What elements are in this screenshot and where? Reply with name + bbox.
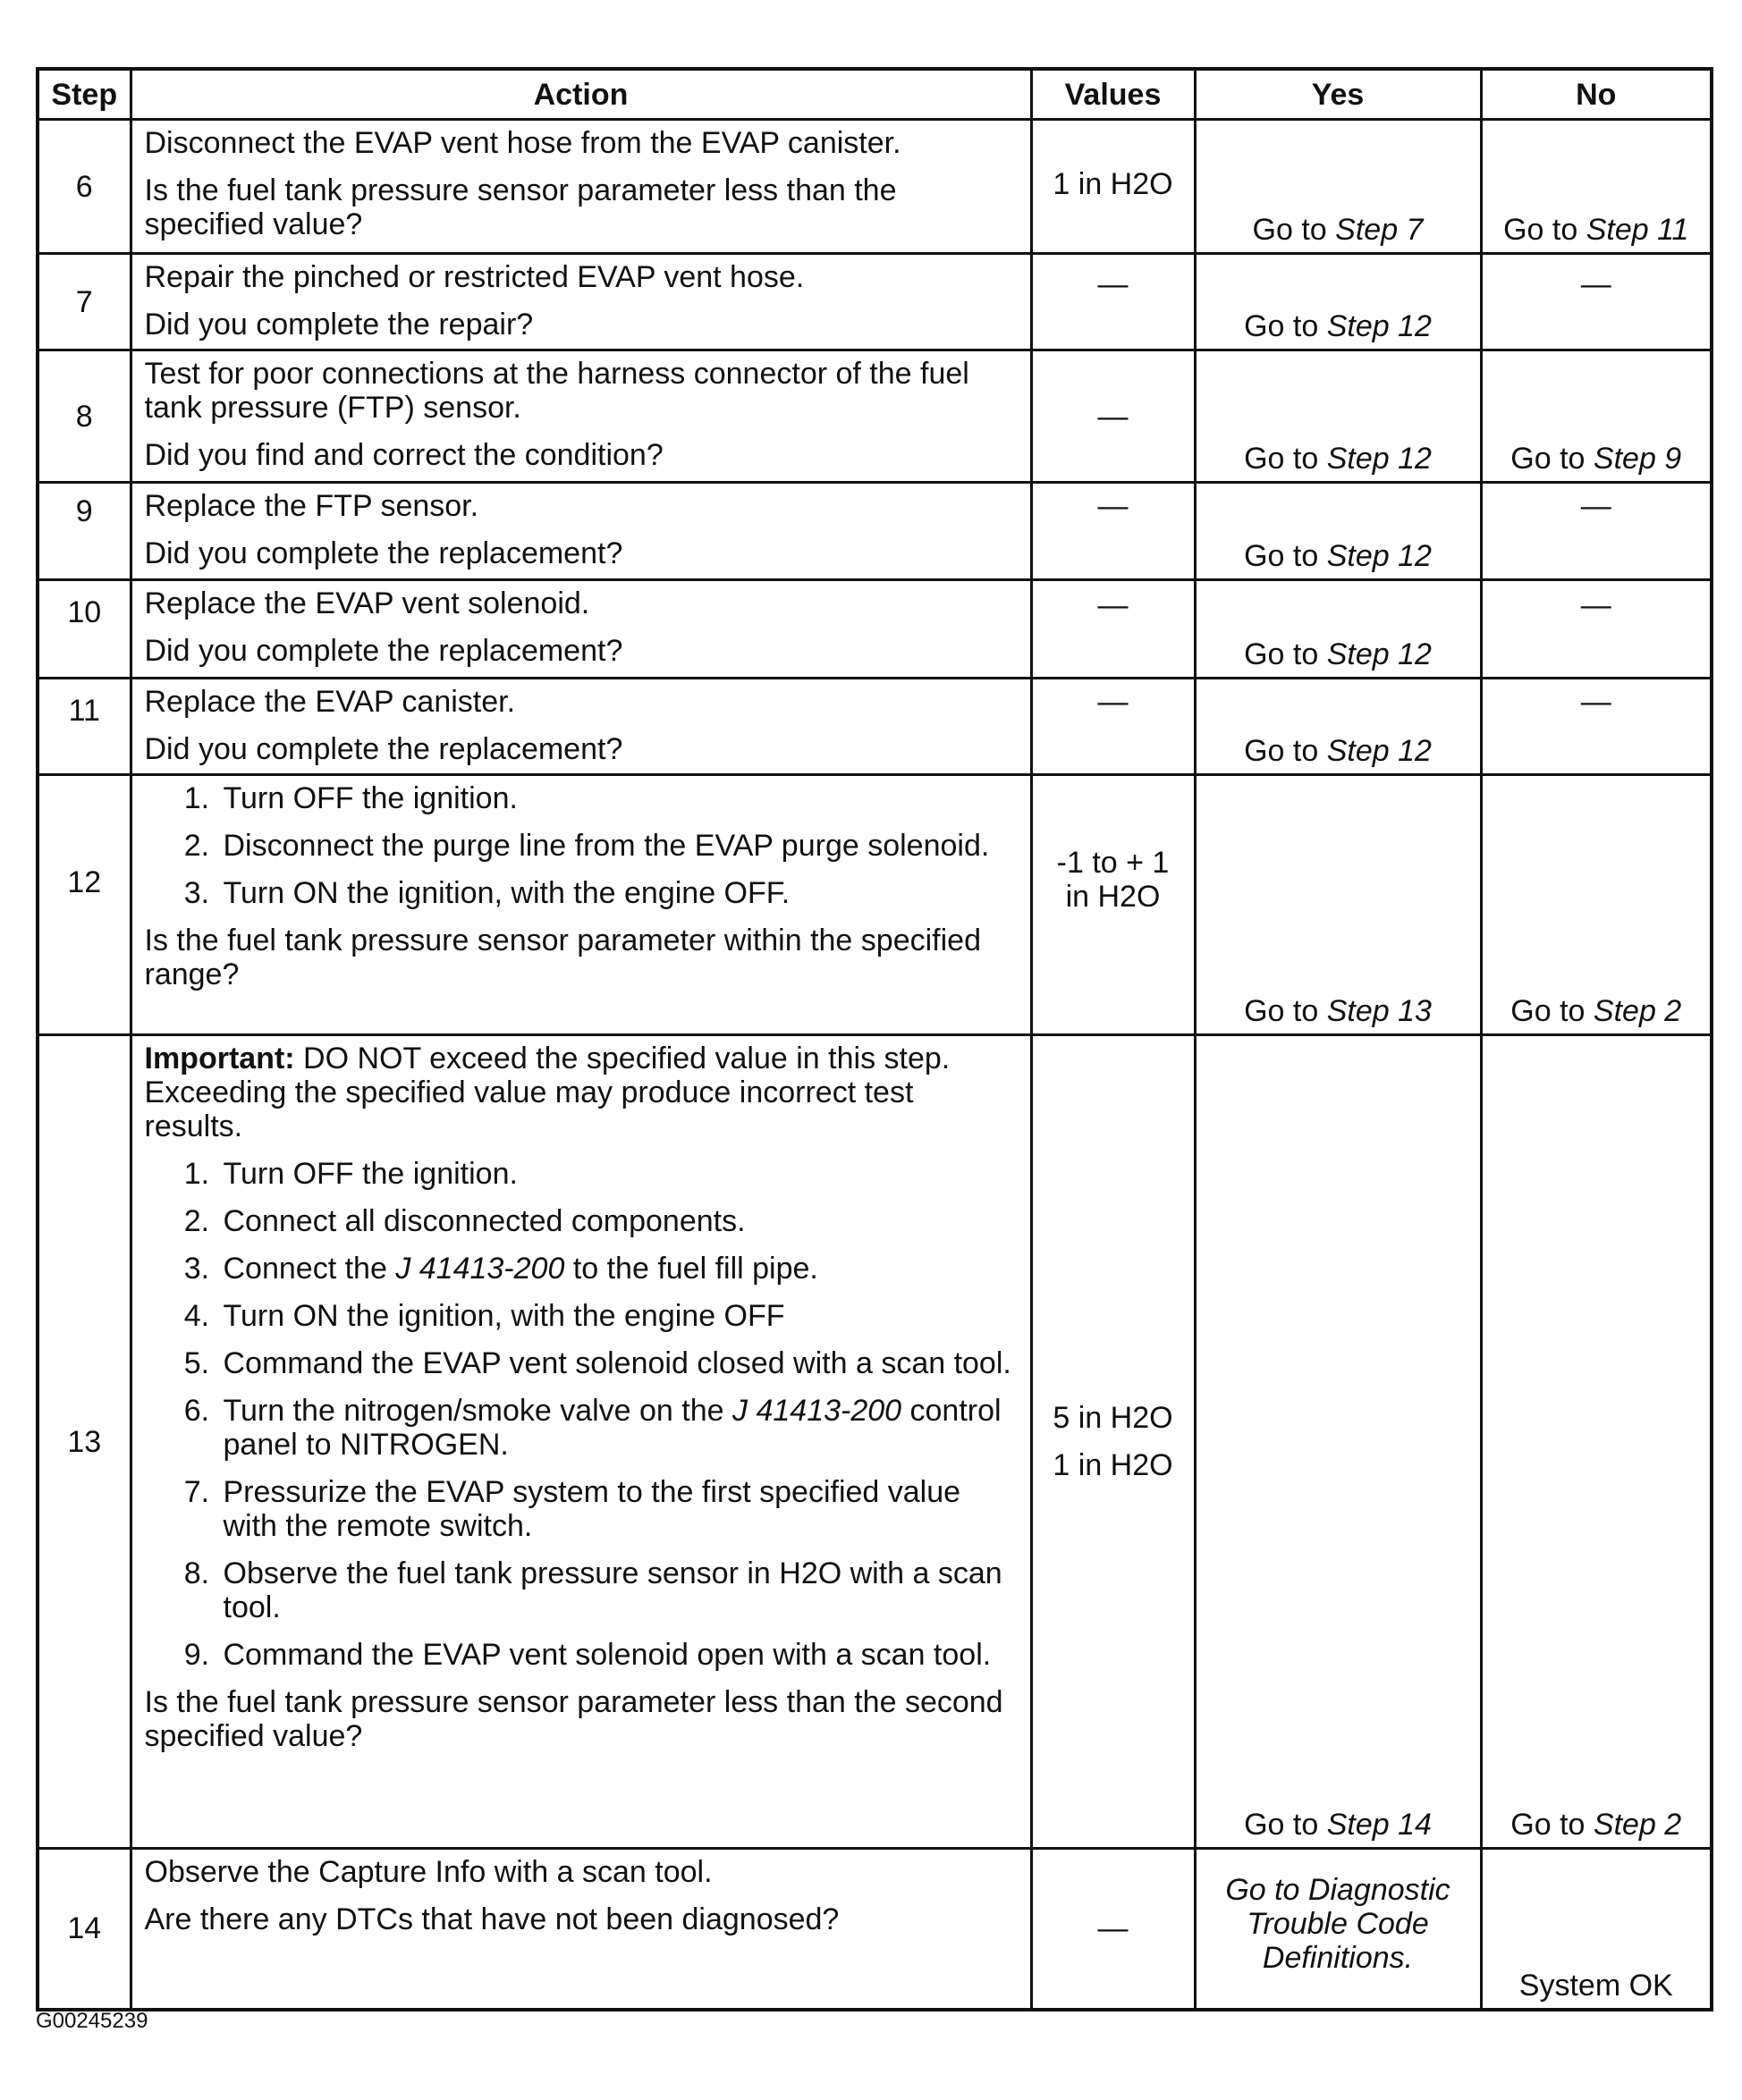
value-dash: — (1097, 685, 1129, 719)
question-text: Is the fuel tank pressure sensor parameter less than the second specified value? (144, 1685, 1003, 1753)
yes-step-link: Step 13 (1326, 994, 1432, 1028)
value-cell (1031, 775, 1195, 1035)
procedure-step: 2. Connect all disconnected components. (218, 1204, 1018, 1238)
value-dash: — (1097, 1911, 1129, 1946)
no-cell (1481, 775, 1712, 1035)
diagnostic-table (36, 67, 1713, 2011)
yes-step-link: Step 14 (1326, 1808, 1432, 1842)
action-text: Replace the EVAP canister. (144, 685, 516, 719)
action-cell (131, 679, 1031, 775)
step-number: 10 (38, 580, 131, 679)
action-cell (131, 483, 1031, 580)
tool-name: J 41413-200 (395, 1252, 565, 1286)
value-dash: — (1097, 267, 1129, 301)
no-cell (1481, 679, 1712, 775)
procedure-step: 9. Command the EVAP vent solenoid open with a scan tool. (218, 1638, 1018, 1672)
yes-step-link: Step 12 (1326, 734, 1432, 768)
goto-label: Go to (1244, 637, 1319, 671)
procedure-step: 2. Disconnect the purge line from the EVAP purge solenoid. (218, 829, 1018, 863)
action-cell (131, 580, 1031, 679)
goto-label: Go to (1503, 213, 1578, 247)
goto-label: Go to (1244, 1808, 1319, 1842)
table-row (38, 580, 1712, 679)
step-text: control panel to NITROGEN. (223, 1394, 1002, 1462)
yes-cell (1195, 580, 1481, 679)
yes-cell (1195, 254, 1481, 350)
procedure-step: 7. Pressurize the EVAP system to the first specified value with the remote switch. (218, 1475, 1018, 1543)
value-cell (1031, 350, 1195, 483)
question-text: Are there any DTCs that have not been diagnosed? (144, 1902, 840, 1936)
step-number: 6 (38, 120, 131, 254)
no-dash: — (1580, 685, 1611, 719)
goto-label: Go to (1252, 213, 1327, 247)
no-result: System OK (1518, 1968, 1673, 2003)
goto-label: Go to (1510, 442, 1586, 476)
yes-reference: Go to Diagnostic Trouble Code Definitions. (1225, 1873, 1450, 1975)
no-cell (1481, 1035, 1712, 1849)
table-row (38, 1849, 1712, 2010)
table-row (38, 483, 1712, 580)
table-row (38, 120, 1712, 254)
yes-cell (1195, 775, 1481, 1035)
question-text: Did you complete the replacement? (144, 732, 623, 766)
no-cell (1481, 1849, 1712, 2010)
goto-label: Go to (1244, 309, 1319, 343)
value-cell (1031, 1849, 1195, 2010)
no-cell (1481, 580, 1712, 679)
value-dash: — (1097, 399, 1129, 434)
yes-cell (1195, 1035, 1481, 1849)
action-text: Observe the Capture Info with a scan tool. (144, 1855, 713, 1889)
header-values: Values (1031, 69, 1195, 120)
table-row (38, 254, 1712, 350)
action-cell (131, 350, 1031, 483)
procedure-step: 1. Turn OFF the ignition. (218, 781, 1018, 815)
no-step-link: Step 9 (1593, 442, 1682, 476)
value-dash: — (1097, 489, 1129, 523)
yes-cell (1195, 679, 1481, 775)
goto-label: Go to (1244, 734, 1319, 768)
no-step-link: Step 11 (1586, 213, 1689, 247)
step-number: 9 (38, 483, 131, 580)
table-row (38, 679, 1712, 775)
important-label: Important: (144, 1042, 295, 1075)
procedure-list (145, 781, 1018, 910)
yes-step-link: Step 12 (1326, 442, 1432, 476)
step-number: 14 (38, 1849, 131, 2010)
table-row (38, 350, 1712, 483)
question-text: Is the fuel tank pressure sensor parameter less than the specified value? (144, 173, 897, 241)
procedure-list (145, 1157, 1018, 1672)
value-cell (1031, 1035, 1195, 1849)
question-text: Did you complete the replacement? (144, 536, 623, 570)
value-cell (1031, 580, 1195, 679)
action-text: Repair the pinched or restricted EVAP vent hose. (144, 260, 805, 294)
action-cell (131, 1849, 1031, 2010)
goto-label: Go to (1510, 994, 1586, 1028)
yes-cell (1195, 120, 1481, 254)
procedure-step: 4. Turn ON the ignition, with the engine OFF (218, 1299, 1018, 1333)
yes-step-link: Step 12 (1326, 309, 1432, 343)
table-row (38, 775, 1712, 1035)
header-no: No (1481, 69, 1712, 120)
yes-step-link: Step 7 (1335, 213, 1424, 247)
value-text: 1 in H2O (1053, 1448, 1173, 1482)
procedure-step (218, 1252, 1018, 1286)
question-text: Did you complete the repair? (144, 308, 534, 342)
table-row (38, 1035, 1712, 1849)
value-dash: — (1097, 588, 1129, 622)
header-action: Action (131, 69, 1031, 120)
action-text: Disconnect the EVAP vent hose from the EVAP canister. (144, 126, 901, 160)
action-cell (131, 120, 1031, 254)
goto-label: Go to (1244, 994, 1319, 1028)
header-row (38, 69, 1712, 120)
header-yes: Yes (1195, 69, 1481, 120)
step-text: Turn the nitrogen/smoke valve on the (223, 1394, 724, 1428)
goto-label: Go to (1510, 1808, 1586, 1842)
no-cell (1481, 120, 1712, 254)
yes-cell (1195, 350, 1481, 483)
step-text: Connect the (223, 1252, 387, 1286)
goto-label: Go to (1244, 539, 1319, 573)
step-text: to the fuel fill pipe. (572, 1252, 818, 1286)
value-text: -1 to + 1 in H2O (1056, 846, 1170, 914)
procedure-step: 1. Turn OFF the ignition. (218, 1157, 1018, 1191)
no-cell (1481, 350, 1712, 483)
action-cell (131, 1035, 1031, 1849)
value-cell (1031, 679, 1195, 775)
no-step-link: Step 2 (1593, 1808, 1682, 1842)
value-text: 5 in H2O (1053, 1401, 1173, 1435)
step-number: 7 (38, 254, 131, 350)
important-text: DO NOT exceed the specified value in this step. Exceeding the specified value may produce incorrect test results. (144, 1042, 951, 1143)
yes-cell (1195, 1849, 1481, 2010)
procedure-step: 3. Turn ON the ignition, with the engine OFF. (218, 876, 1018, 910)
question-text: Did you complete the replacement? (144, 634, 623, 668)
question-text: Did you find and correct the condition? (144, 438, 664, 472)
important-note (145, 1042, 1018, 1143)
action-text: Replace the EVAP vent solenoid. (144, 586, 590, 620)
yes-cell (1195, 483, 1481, 580)
procedure-step (218, 1394, 1018, 1462)
value-cell (1031, 254, 1195, 350)
no-cell (1481, 254, 1712, 350)
header-step: Step (38, 69, 131, 120)
yes-step-link: Step 12 (1326, 539, 1432, 573)
step-number: 11 (38, 679, 131, 775)
procedure-step: 5. Command the EVAP vent solenoid closed with a scan tool. (218, 1346, 1018, 1380)
value-text: 1 in H2O (1053, 167, 1173, 201)
action-text: Replace the FTP sensor. (144, 489, 479, 523)
value-cell (1031, 120, 1195, 254)
figure-id: G00245239 (36, 2009, 148, 2033)
action-cell (131, 775, 1031, 1035)
no-dash: — (1580, 588, 1611, 622)
no-dash: — (1580, 267, 1611, 301)
action-text: Test for poor connections at the harness connector of the fuel tank pressure (FTP) sensor. (144, 357, 969, 425)
tool-name: J 41413-200 (732, 1394, 902, 1428)
step-number: 8 (38, 350, 131, 483)
goto-label: Go to (1244, 442, 1319, 476)
no-cell (1481, 483, 1712, 580)
no-dash: — (1580, 489, 1611, 523)
question-text: Is the fuel tank pressure sensor parameter within the specified range? (144, 923, 981, 991)
step-number: 12 (38, 775, 131, 1035)
step-number: 13 (38, 1035, 131, 1849)
procedure-step: 8. Observe the fuel tank pressure sensor in H2O with a scan tool. (218, 1556, 1018, 1624)
no-step-link: Step 2 (1593, 994, 1682, 1028)
action-cell (131, 254, 1031, 350)
yes-step-link: Step 12 (1326, 637, 1432, 671)
value-cell (1031, 483, 1195, 580)
